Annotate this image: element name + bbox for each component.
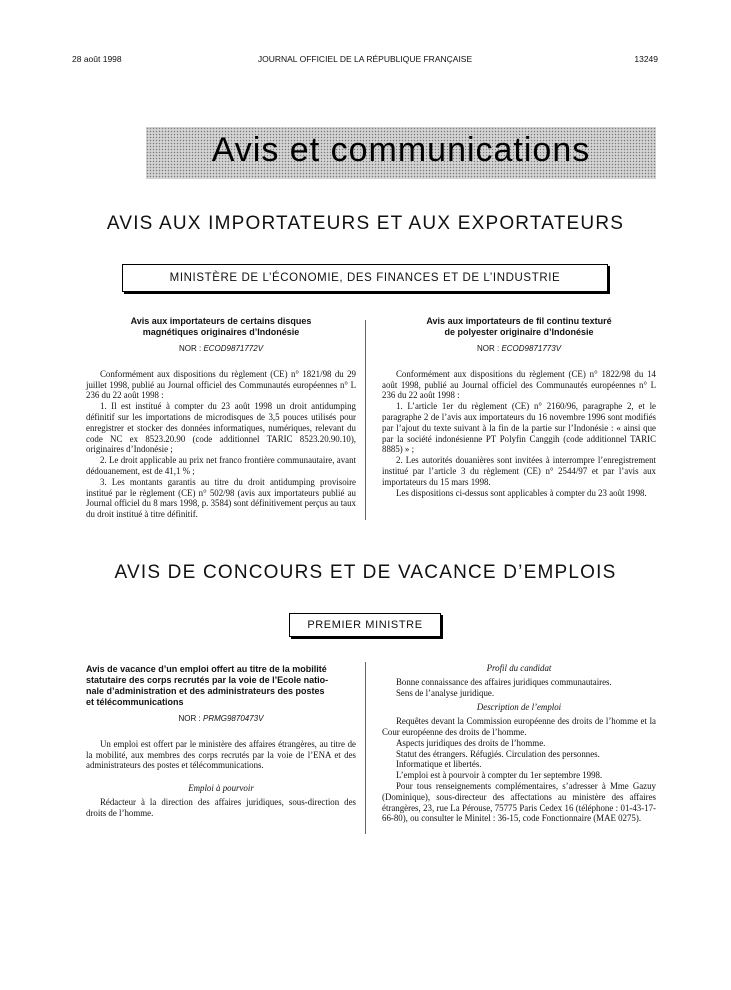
section-title-importers: AVIS AUX IMPORTATEURS ET AUX EXPORTATEURS [106,213,625,234]
running-head [72,54,658,68]
notice-disks [86,316,356,520]
paragraph: Requêtes devant la Commission européenne des droits de l’homme et la Cour européenne des droits de l’homme. [382,716,656,737]
paragraph: Bonne connaissance des affaires juridiques communautaires. [396,676,612,687]
paragraph: Les dispositions ci-dessus sont applicables à compter du 23 août 1998. [396,487,647,498]
paragraph: 1. L’article 1er du règlement (CE) n° 2160/96, paragraphe 2, et le paragraphe 2 de l’avis aux importateurs du 16 novembre 1996 sont modifiés par l’ajout du texte suivant à la fin de la partie sur l’Indonésie : « ainsi que par la société indonésienne PT Polyfin Canggih (code additionnel TARIC 8885) » ; [382,401,656,455]
paragraph: 3. Les montants garantis au titre du droit antidumping provisoire institué par le règlement (CE) n° 502/98 (avis aux importateurs publié au Journal officiel du 8 mars 1998, p. 3584) sont définitivement perçus au taux du droit institué à titre définitif. [86,476,356,520]
journal-title: JOURNAL OFFICIEL DE LA RÉPUBLIQUE FRANÇAISE [257,54,473,64]
banner-title: Avis et communications [211,131,591,169]
subheading: Emploi à pourvoir [188,783,254,794]
page-number: 13249 [634,54,658,64]
paragraph: Informatique et libertés. [396,759,482,770]
nor-reference: NOR : ECOD9871772V [178,344,264,353]
column-divider [365,320,366,520]
section-title-vacancies: AVIS DE CONCOURS ET DE VACANCE D’EMPLOIS [114,562,617,583]
notice-title: Avis aux importateurs de certains disques magnétiques originaires d’Indonésie [130,316,312,337]
ministry-heading: MINISTÈRE DE L’ÉCONOMIE, DES FINANCES ET DE L’INDUSTRIE [122,264,608,292]
paragraph: 2. Le droit applicable au prix net franco frontière communautaire, avant dédouanement, est de 41,1 % ; [86,455,356,476]
notice-title: Avis aux importateurs de fil continu texturé de polyester originaire d’Indonésie [426,316,612,337]
subheading: Description de l’emploi [476,702,562,713]
paragraph: 2. Les autorités douanières sont invitées à interrompre l’enregistrement institué par l’article 3 du règlement (CE) n° 2544/97 et par l’avis aux importateurs du 15 mars 1998. [382,455,656,487]
subheading: Profil du candidat [486,663,552,673]
notice-vacancy [86,664,356,819]
paragraph: Pour tous renseignements complémentaires, s’adresser à Mme Gazuy (Dominique), sous-directeur des affectations au ministère des affaires étrangères, 23, rue La Pérouse, 75775 Paris Cedex 16 (téléphone : 01-43-17-66-80), ou consulter le Minitel : 36-15, code Fonctionnaire (MAE 0275). [382,780,656,824]
notice-polyester [382,316,656,498]
notice-title: Avis de vacance d’un emploi offert au titre de la mobilité statutaire des corps recrutés par la voie de l’Ecole natio- nale d’administration et des administrateurs des postes et télécommunications [86,664,329,707]
nor-reference: NOR : ECOD9871773V [476,344,562,353]
paragraph: Conformément aux dispositions du règlement (CE) n° 1822/98 du 14 août 1998, publié au Journal officiel des Communautés européennes n° L 236 du 22 août 1998 : [382,368,656,401]
paragraph: Sens de l’analyse juridique. [396,687,495,698]
ministry-heading: PREMIER MINISTRE [289,613,441,637]
paragraph: Rédacteur à la direction des affaires juridiques, sous-direction des droits de l’homme. [86,796,356,818]
nor-reference: NOR : PRMG9870473V [178,714,264,723]
column-divider [365,662,366,834]
notice-vacancy-details [382,661,656,824]
paragraph: Conformément aux dispositions du règlement (CE) n° 1821/98 du 29 juillet 1998, publié au Journal officiel des Communautés européennes n° L 236 du 22 août 1998 : [86,368,356,401]
paragraph: Statut des étrangers. Réfugiés. Circulation des personnes. [396,748,600,759]
paragraph: L’emploi est à pourvoir à compter du 1er septembre 1998. [396,770,603,781]
page-date: 28 août 1998 [72,54,122,64]
paragraph: Aspects juridiques des droits de l’homme. [396,737,546,748]
paragraph: 1. Il est institué à compter du 23 août 1998 un droit antidumping définitif sur les importations de microdisques de 3,5 pouces utilisés pour enregistrer et stocker des données informatiques, numériques, relevant du code NC ex 8523.20.90 (code additionnel TARIC 8523.20.90.10), originaires d’Indonésie ; [86,401,356,455]
paragraph: Un emploi est offert par le ministère des affaires étrangères, au titre de la mobilité, aux membres des corps recrutés par la voie de l’ENA et des administrateurs des postes et télécommunications. [86,738,356,771]
